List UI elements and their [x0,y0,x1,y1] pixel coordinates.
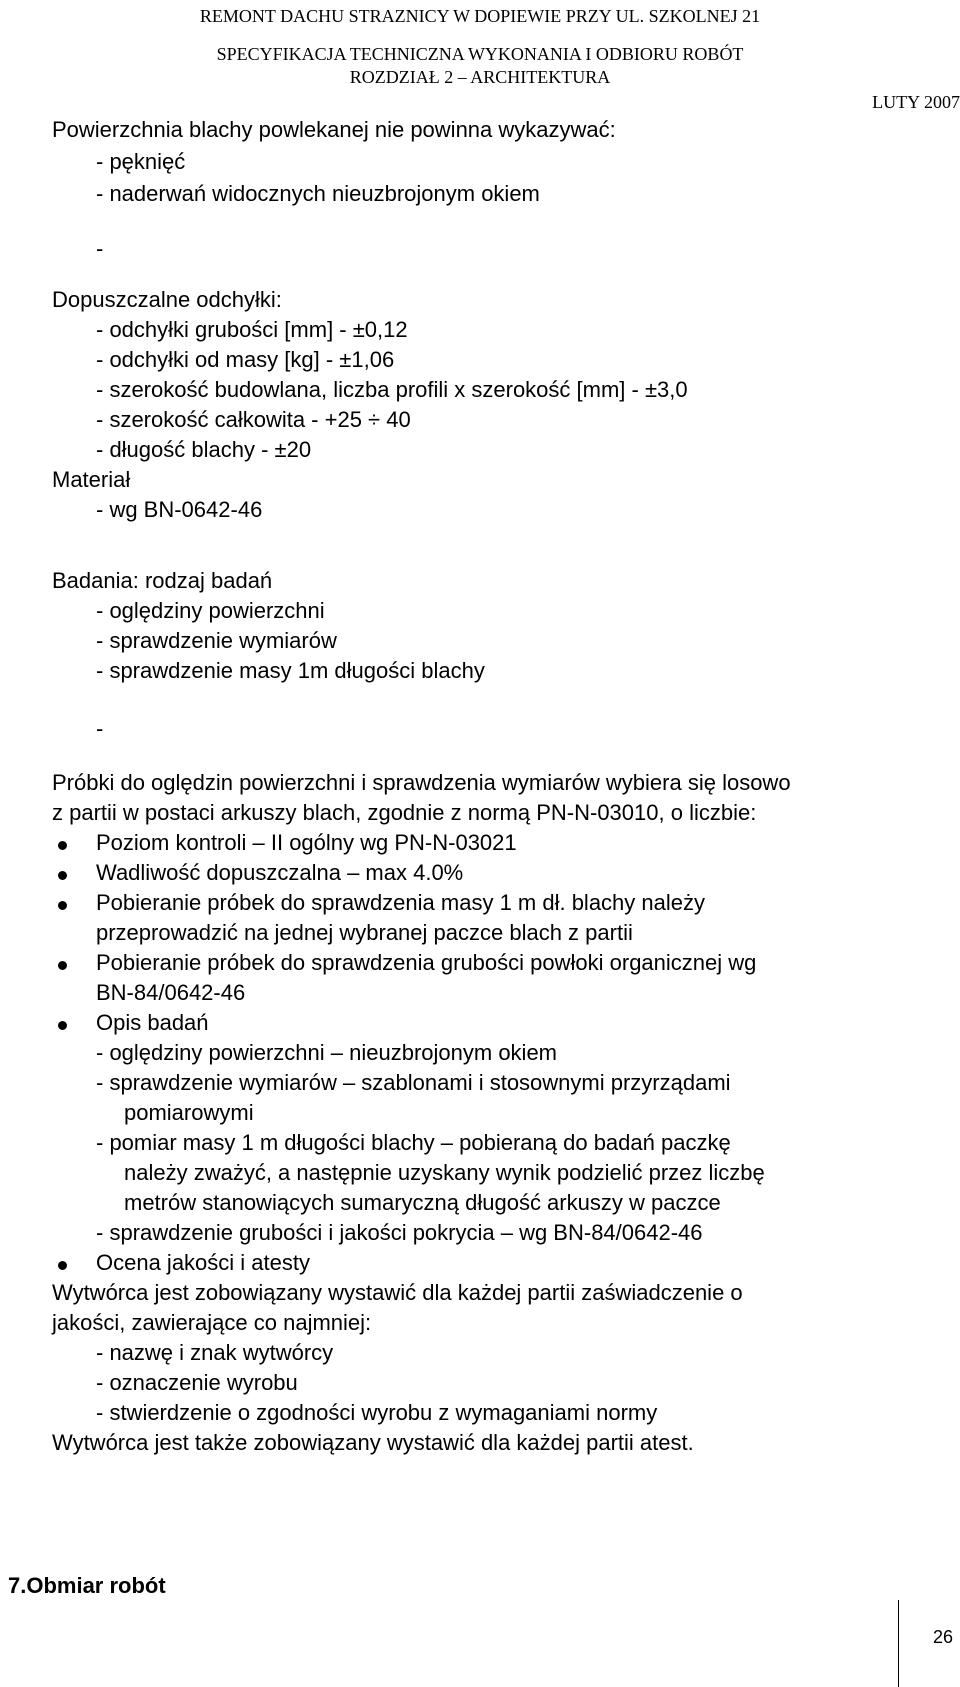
header-date: LUTY 2007 [872,92,960,112]
bullet-item: Poziom kontroli – II ogólny wg PN-N-03021 [96,830,517,855]
text-line: Próbki do oględzin powierzchni i sprawdzenia wymiarów wybiera się losowo [52,770,791,795]
list-item: - naderwań widocznych nieuzbrojonym okiem [96,181,540,206]
list-item: - odchyłki od masy [kg] - ±1,06 [96,347,395,372]
bullet-item-continued: BN-84/0642-46 [96,980,246,1005]
text-line: jakości, zawierające co najmniej: [52,1310,372,1335]
text-line: Wytwórca jest zobowiązany wystawić dla każdej partii zaświadczenie o [52,1280,743,1305]
list-item: - sprawdzenie grubości i jakości pokrycia – wg BN-84/0642-46 [96,1220,703,1245]
text-line: Dopuszczalne odchyłki: [52,287,282,312]
bullet-item: Wadliwość dopuszczalna – max 4.0% [96,860,464,885]
header-spec-title: SPECYFIKACJA TECHNICZNA WYKONANIA I ODBIORU ROBÓT [216,44,744,64]
list-item: - sprawdzenie wymiarów [96,628,337,653]
bullet-item: Pobieranie próbek do sprawdzenia grubości powłoki organicznej wg [96,950,757,975]
list-item: - szerokość budowlana, liczba profili x szerokość [mm] - ±3,0 [96,377,688,402]
bullet-item: Ocena jakości i atesty [96,1250,310,1275]
list-item-continued: należy zważyć, a następnie uzyskany wynik podzielić przez liczbę [124,1160,765,1185]
bullet-item: Opis badań [96,1010,209,1035]
text-line: Materiał [52,467,131,492]
list-item: - oznaczenie wyrobu [96,1370,298,1395]
bullet-icon [58,1261,67,1270]
footer-divider [898,1600,899,1687]
list-item: - [96,716,104,741]
bullet-icon [58,871,67,880]
bullet-icon [58,901,67,910]
text-line: Powierzchnia blachy powlekanej nie powinna wykazywać: [52,117,616,142]
header-project-title: REMONT DACHU STRAZNICY W DOPIEWIE PRZY UL. SZKOLNEJ 21 [199,6,761,26]
list-item: - [96,236,104,261]
list-item: - nazwę i znak wytwórcy [96,1340,334,1365]
section-heading: 7.Obmiar robót [8,1573,166,1598]
list-item: - odchyłki grubości [mm] - ±0,12 [96,317,408,342]
text-line: z partii w postaci arkuszy blach, zgodnie z normą PN-N-03010, o liczbie: [52,800,757,825]
text-line: Badania: rodzaj badań [52,568,273,593]
list-item: - pęknięć [96,149,186,174]
list-item: - pomiar masy 1 m długości blachy – pobieraną do badań paczkę [96,1130,731,1155]
bullet-icon [58,841,67,850]
bullet-item-continued: przeprowadzić na jednej wybranej paczce blach z partii [96,920,633,945]
bullet-icon [58,961,67,970]
list-item: - sprawdzenie masy 1m długości blachy [96,658,485,683]
bullet-item: Pobieranie próbek do sprawdzenia masy 1 m dł. blachy należy [96,890,705,915]
list-item: - długość blachy - ±20 [96,437,312,462]
header-chapter: ROZDZIAŁ 2 – ARCHITEKTURA [349,67,611,87]
page-number: 26 [933,1627,954,1647]
list-item-continued: pomiarowymi [124,1100,254,1125]
list-item: - sprawdzenie wymiarów – szablonami i stosownymi przyrządami [96,1070,731,1095]
text-line: Wytwórca jest także zobowiązany wystawić dla każdej partii atest. [52,1430,694,1455]
list-item: - wg BN-0642-46 [96,497,263,522]
list-item: - oględziny powierzchni – nieuzbrojonym okiem [96,1040,558,1065]
list-item-continued: metrów stanowiących sumaryczną długość arkuszy w paczce [124,1190,721,1215]
list-item: - oględziny powierzchni [96,598,325,623]
list-item: - stwierdzenie o zgodności wyrobu z wymaganiami normy [96,1400,658,1425]
bullet-icon [58,1021,67,1030]
list-item: - szerokość całkowita - +25 ÷ 40 [96,407,411,432]
